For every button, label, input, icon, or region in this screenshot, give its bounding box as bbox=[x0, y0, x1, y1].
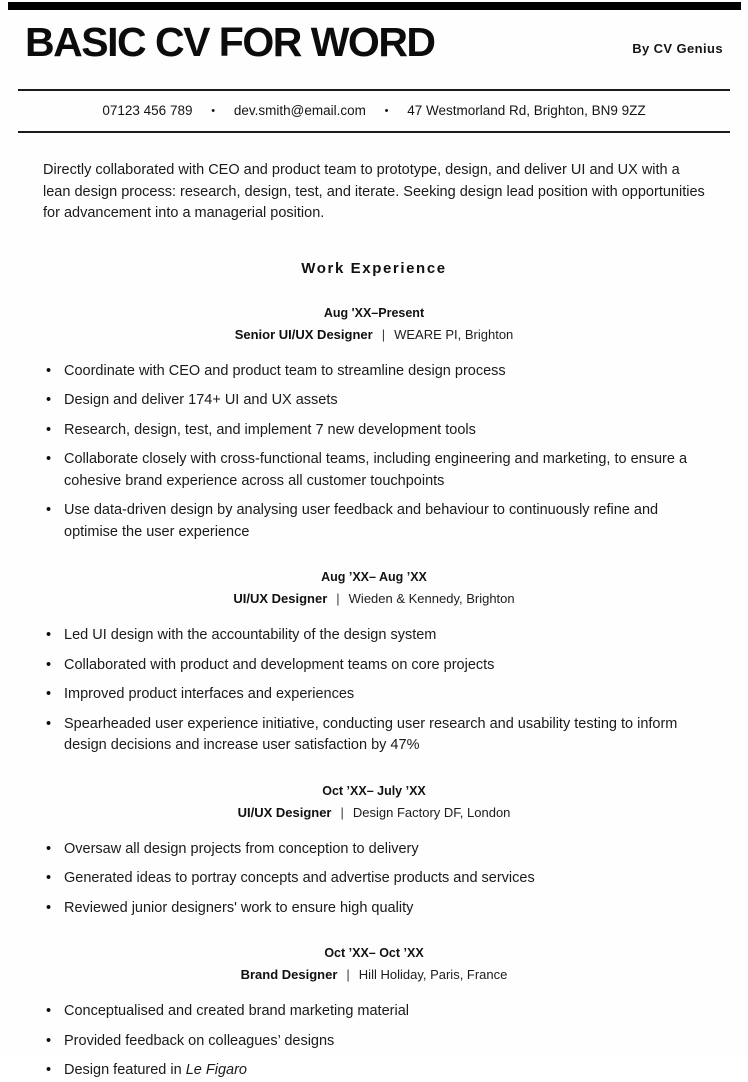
job-bullet: • Use data-driven design by analysing user feedback and behaviour to continuously refine and optimise the user experience bbox=[0, 500, 708, 543]
job-dates: Aug 'XX–Present bbox=[323, 305, 425, 320]
section-heading-work-experience: Work Experience bbox=[301, 259, 447, 277]
jobs bbox=[0, 306, 748, 1082]
job-title: UI/UX Designer bbox=[237, 804, 332, 820]
job-bullet-list bbox=[0, 1001, 748, 1082]
job-company: Hill Holiday, Paris, France bbox=[358, 967, 508, 982]
job-dates: Aug ’XX– Aug ’XX bbox=[321, 570, 427, 584]
email-address: dev.smith@email.com bbox=[233, 103, 366, 118]
job-company: Design Factory DF, London bbox=[352, 804, 511, 820]
horizontal-rule-bottom bbox=[18, 131, 730, 133]
job-title: Senior UI/UX Designer bbox=[234, 326, 373, 342]
job-bullet: • Spearheaded user experience initiative, conducting user research and usability testing to inform design decisions and increase user satisfaction by 47% bbox=[0, 714, 708, 757]
job-bullet: • Design and deliver 174+ UI and UX assets bbox=[0, 390, 708, 412]
bullet-text: Design featured in bbox=[64, 1062, 186, 1078]
job-bullet: • Research, design, test, and implement 7 new development tools bbox=[0, 420, 708, 442]
bullet-separator: • bbox=[384, 105, 389, 117]
job-company: Wieden & Kennedy, Brighton bbox=[348, 591, 515, 606]
job-title-line bbox=[0, 805, 748, 820]
job-company: WEARE PI, Brighton bbox=[394, 326, 514, 342]
job-section bbox=[0, 784, 748, 920]
bullet-separator: • bbox=[211, 105, 216, 117]
job-bullet-list bbox=[0, 361, 748, 544]
pipe-separator: | bbox=[336, 591, 340, 606]
job-bullet: • Coordinate with CEO and product team to streamline design process bbox=[0, 361, 708, 383]
job-title-line bbox=[0, 591, 748, 606]
job-title-line bbox=[0, 327, 748, 342]
job-bullet bbox=[0, 1060, 708, 1082]
job-bullet: • Improved product interfaces and experiences bbox=[0, 684, 708, 706]
page-title: BASIC CV FOR WORD bbox=[25, 19, 435, 65]
job-bullet: • Oversaw all design projects from conception to delivery bbox=[0, 839, 708, 861]
pipe-separator: | bbox=[381, 326, 386, 342]
job-bullet: • Led UI design with the accountability of the design system bbox=[0, 625, 708, 647]
job-bullet: • Reviewed junior designers' work to ensure high quality bbox=[0, 898, 708, 920]
pipe-separator: | bbox=[340, 804, 344, 820]
job-section bbox=[0, 306, 748, 544]
professional-summary: Directly collaborated with CEO and product team to prototype, design, and deliver UI and UX with a lean design process: research, design, test, and iterate. Seeking design lead position with opportunities for advancement into a managerial position. bbox=[43, 162, 705, 221]
job-title: Brand Designer bbox=[240, 967, 338, 982]
job-bullet: • Generated ideas to portray concepts and advertise products and services bbox=[0, 868, 708, 890]
job-dates: Oct ’XX– July ’XX bbox=[322, 783, 426, 798]
phone-number: 07123 456 789 bbox=[102, 103, 193, 118]
job-title-line bbox=[0, 967, 748, 982]
job-bullet: • Collaborate closely with cross-functional teams, including engineering and marketing, to ensure a cohesive brand experience across all customer touchpoints bbox=[0, 449, 708, 492]
byline: By CV Genius bbox=[632, 41, 723, 56]
postal-address: 47 Westmorland Rd, Brighton, BN9 9ZZ bbox=[407, 103, 646, 118]
job-section bbox=[0, 946, 748, 1082]
job-bullet: • Provided feedback on colleagues’ designs bbox=[0, 1031, 708, 1053]
job-bullet: • Conceptualised and created brand marketing material bbox=[0, 1001, 708, 1023]
job-dates: Oct ’XX– Oct ’XX bbox=[324, 946, 424, 960]
bullet-text-italic: Le Figaro bbox=[185, 1062, 247, 1078]
pipe-separator: | bbox=[346, 967, 350, 982]
job-bullet: • Collaborated with product and development teams on core projects bbox=[0, 655, 708, 677]
job-bullet-list bbox=[0, 625, 748, 757]
top-accent-bar bbox=[8, 2, 741, 10]
job-title: UI/UX Designer bbox=[233, 591, 328, 606]
job-bullet-list bbox=[0, 839, 748, 920]
job-section bbox=[0, 570, 748, 757]
contact-row bbox=[0, 91, 748, 131]
